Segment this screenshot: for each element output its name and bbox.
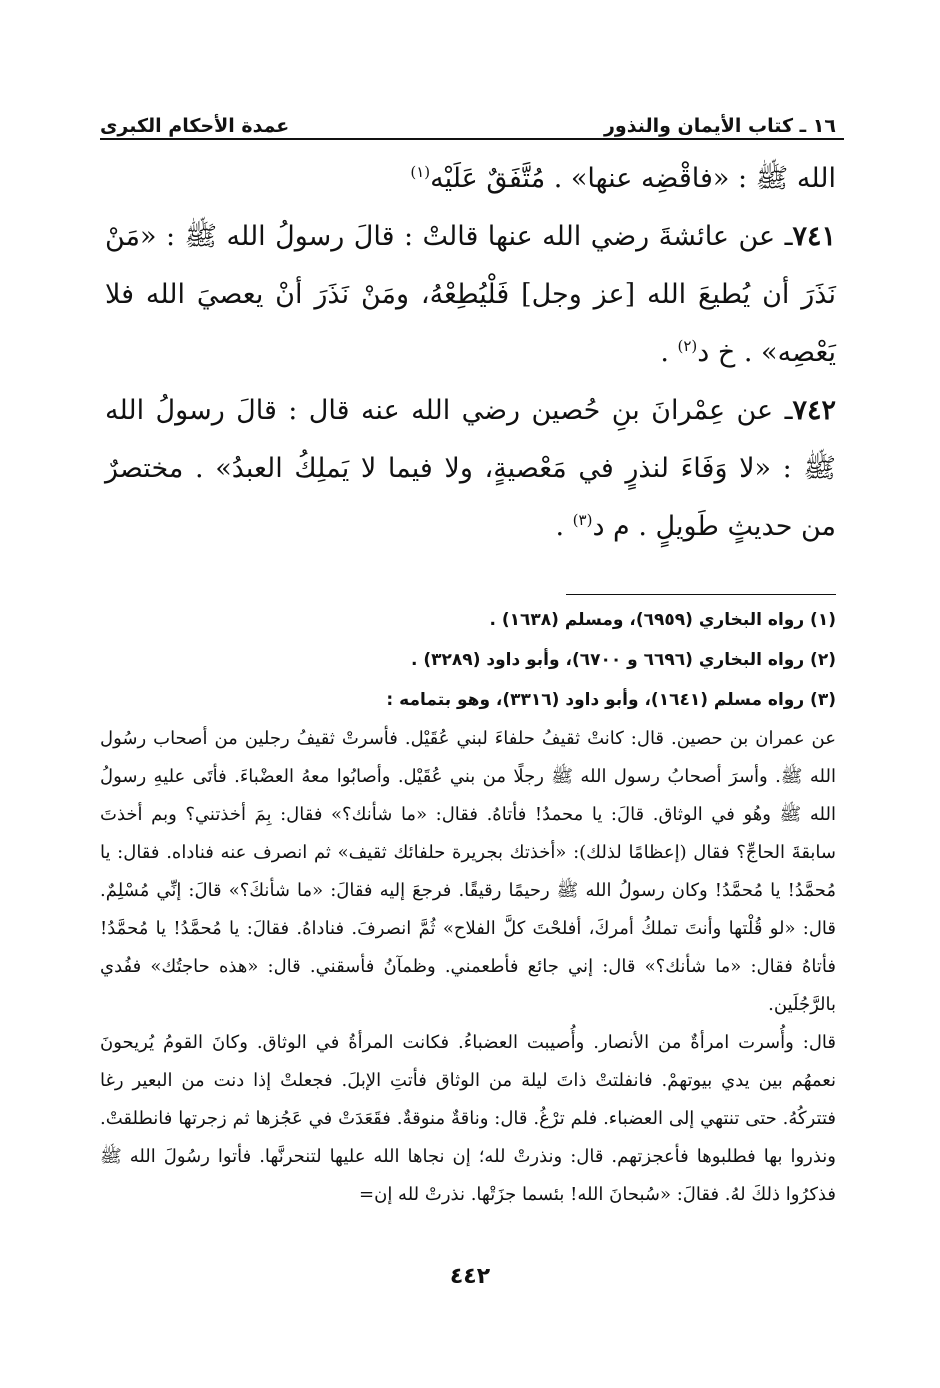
main-text: [105, 150, 836, 556]
footnote-3-paragraph-2: قال: وأُسرت امرأةٌ من الأنصار. وأُصيبت العضباءُ. فكانت المرأةُ في الوثاق. وكانَ القومُ يُريحونَ نعمهُم بين يدي بيوتهمْ. فانفلتتْ ذاتَ ليلة من الوثاق فأتتِ الإبلَ. فجعلتْ إذا دنت من البعير رغا فتتركُهُ. حتى تنتهي إلى العضباء. فلم ترْغُ. قال: وناقةٌ منوقةٌ. فقَعَدَتْ في عَجُزها ثم زجرتها فانطلقتْ. ونذروا بها فطلبوها فأعجزتهم. قال: ونذرتْ لله؛ إن نجاها الله عليها لتنحرنَّها. فأتوا رسُولَ الله ﷺ فذكرُوا ذلكَ لهُ. فقالَ: «سُبحانَ الله! بئسما جزَتْها. نذرتْ لله إن=: [100, 1032, 836, 1205]
hadith-number-741: ٧٤١: [792, 221, 836, 252]
footnote-2: (٢) رواه البخاري (٦٦٩٦ و ٦٧٠٠)، وأبو داود (٣٢٨٩) .: [411, 650, 836, 670]
footnote-3-paragraph-1: عن عمران بن حصين. قال: كانتْ ثقيفُ حلفاءَ لبني عُقَيْل. فأسرتْ ثقيفُ رجلين من أصحاب رسُول الله ﷺ. وأسرَ أصحابُ رسول الله ﷺ رجلًا من بني عُقَيْل. وأصابُوا معهُ العضْباءَ. فأتَى عليهِ رسولُ الله ﷺ وهُو في الوثاق. قالَ: يا محمدُ! فأتاهُ. فقال: «ما شأنك؟» فقال: بِمَ أخذتني؟ وبم أخذتَ سابقةَ الحاجِّ؟ فقال (إعظامًا لذلك): «أخذتك بجريرة حلفائك ثقيف» ثم انصرف عنه فناداه. فقال: يا مُحمَّدُ! يا مُحمَّدُ! وكان رسولُ الله ﷺ رحيمًا رقيقًا. فرجعَ إليه فقالَ: «ما شأنكَ؟» قالَ: إنِّي مُسْلِمٌ. قال: «لو قُلْتها وأنتَ تملكُ أمركَ، أفلحْتَ كلَّ الفلاح» ثُمَّ انصرفَ. فناداهُ. فقالَ: يا مُحمَّدُ! يا مُحمَّدُ! فأتاهُ فقال: «ما شأنك؟» قال: إني جائع فأطعمني. وظمآنُ فأسقني. قال: «هذه حاجتُك» ففُدي بالرَّجُلَين.: [100, 728, 836, 1015]
footnote-3: (٣) رواه مسلم (١٦٤١)، وأبو داود (٣٣١٦)، وهو بتمامه :: [386, 690, 836, 710]
footnote-divider: [566, 594, 836, 595]
footnote-ref-3: (٣): [572, 511, 593, 529]
footnotes: [100, 600, 836, 1214]
page-number: ٤٤٢: [449, 1264, 491, 1289]
footnote-ref-2: (٢): [677, 337, 698, 355]
hadith-741-text: ـ عن عائشةَ رضي الله عنها قالتْ : قالَ رسولُ الله ﷺ : «مَنْ نَذَرَ أن يُطيعَ الله [عز وجل] فَلْيُطِعْهُ، ومَنْ نَذَرَ أنْ يعصيَ الله فلا يَعْصِه» . خ د: [105, 221, 836, 368]
hadith-742-text: ـ عن عِمْرانَ بنِ حُصين رضي الله عنه قال : قالَ رسولُ الله ﷺ : «لا وَفَاءَ لنذرٍ في مَعْصيةٍ، ولا فيما لا يَملِكُ العبدُ» . مختصرٌ من حديثٍ طَويلٍ . م د: [105, 395, 836, 542]
continuation-text: الله ﷺ : «فاقْضِه عنها» . مُتَّفَقٌ عَلَيْه: [430, 163, 836, 194]
continuation-paragraph: [105, 150, 836, 208]
hadith-742: ٧٤٢ـ عن عِمْرانَ بنِ حُصين رضي الله عنه قال : قالَ رسولُ الله ﷺ : «لا وَفَاءَ لنذرٍ في مَعْصيةٍ، ولا فيما لا يَملِكُ العبدُ» . مختصرٌ من حديثٍ طَويلٍ . م د$^{(٣)}$ .: [105, 395, 836, 542]
footnote-1: (١) رواه البخاري (٦٩٥٩)، ومسلم (١٦٣٨) .: [489, 610, 836, 630]
hadith-741: ٧٤١ـ عن عائشةَ رضي الله عنها قالتْ : قالَ رسولُ الله ﷺ : «مَنْ نَذَرَ أن يُطيعَ الله [عز وجل] فَلْيُطِعْهُ، ومَنْ نَذَرَ أنْ يعصيَ الله فلا يَعْصِه» . خ د$^{(٢)}$ .: [105, 221, 836, 368]
header-book-title: عمدة الأحكام الكبرى: [100, 115, 290, 137]
header-chapter-title: ١٦ ـ كتاب الأيمان والنذور: [603, 115, 836, 137]
hadith-number-742: ٧٤٢: [792, 395, 836, 426]
footnote-ref-1: (١): [410, 163, 431, 181]
header-divider: [100, 138, 844, 140]
running-header: [100, 97, 836, 137]
